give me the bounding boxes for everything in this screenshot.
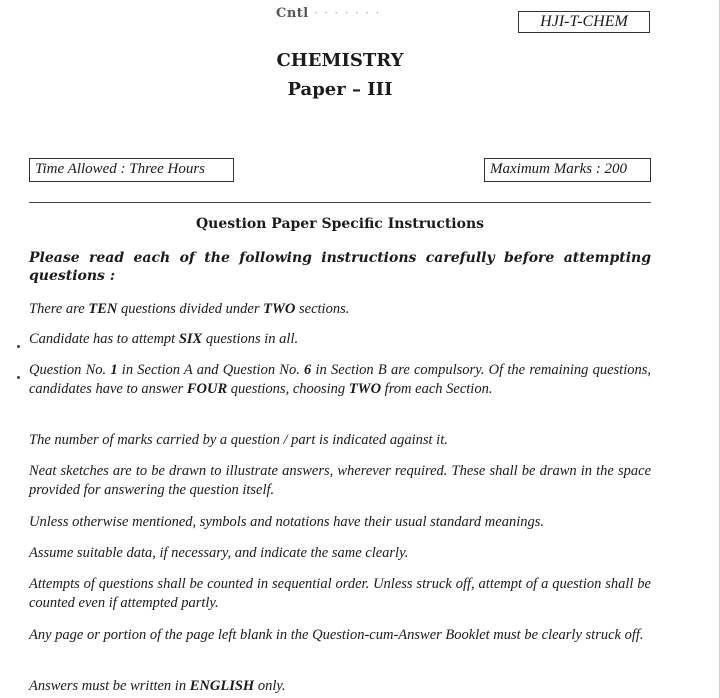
margin-dot: [17, 345, 20, 348]
instruction-text: There are: [29, 301, 89, 317]
instruction-item: [29, 462, 651, 500]
instructions-lead: Please read each of the following instructions carefully before attempting questions :: [29, 250, 651, 284]
instruction-item: [29, 677, 651, 696]
instruction-emphasis: SIX: [178, 331, 203, 347]
maximum-marks: Maximum Marks : 200: [490, 161, 628, 177]
instruction-item: [29, 431, 651, 450]
instruction-text: from each Section.: [381, 381, 493, 397]
subject-title: CHEMISTRY: [276, 50, 404, 71]
instruction-text: questions divided under: [117, 301, 264, 317]
header-mark-faded: · · · · · · ·: [313, 6, 381, 21]
instruction-item: [29, 513, 651, 532]
instruction-item: [29, 544, 651, 563]
paper-code-box: [518, 11, 650, 33]
instruction-text: only.: [254, 678, 286, 694]
instruction-item: [29, 361, 651, 399]
instruction-text: in Section B are compulsory. Of the remaining questions, candidates have to answer: [29, 362, 652, 397]
instruction-text: questions in all.: [202, 331, 299, 347]
paper-title: Paper – III: [287, 79, 393, 100]
instruction-text: questions, choosing: [227, 381, 349, 397]
instructions-heading: Question Paper Specific Instructions: [195, 216, 485, 232]
instruction-text: Any page or portion of the page left blank in the Question-cum-Answer Booklet must be clearly struck off.: [29, 627, 644, 643]
instruction-emphasis: FOUR: [186, 381, 228, 397]
instruction-item: [29, 300, 651, 319]
margin-dot: [17, 376, 20, 379]
instruction-item: [29, 626, 651, 645]
header-mark: [276, 6, 381, 21]
time-allowed-box: [29, 158, 234, 182]
instruction-emphasis: 6: [304, 362, 312, 378]
instruction-text: sections.: [295, 301, 350, 317]
instruction-emphasis: 1: [110, 362, 118, 378]
header-mark-text: Cntl: [276, 6, 309, 21]
instruction-text: in Section A and Question No.: [117, 362, 305, 378]
instruction-text: Neat sketches are to be drawn to illustrate answers, wherever required. These shall be drawn in the space provided for answering the question itself.: [29, 463, 651, 498]
maximum-marks-box: [484, 158, 651, 182]
time-allowed: Time Allowed : Three Hours: [35, 161, 206, 177]
instruction-text: Assume suitable data, if necessary, and indicate the same clearly.: [29, 545, 409, 561]
instruction-text: Answers must be written in: [29, 678, 190, 694]
instruction-text: Unless otherwise mentioned, symbols and notations have their usual standard meanings.: [29, 514, 544, 530]
instruction-item: [29, 575, 651, 613]
instruction-text: The number of marks carried by a question / part is indicated against it.: [29, 432, 448, 448]
instruction-emphasis: TWO: [348, 381, 382, 397]
instruction-item: [29, 330, 651, 349]
instruction-text: Question No.: [29, 362, 111, 378]
instruction-emphasis: TWO: [263, 301, 296, 317]
paper-code: HJI-T-CHEM: [540, 13, 628, 30]
instruction-text: Candidate has to attempt: [29, 331, 179, 347]
instruction-emphasis: ENGLISH: [189, 678, 255, 694]
instruction-emphasis: TEN: [88, 301, 118, 317]
divider-rule: [29, 202, 651, 203]
instruction-text: Attempts of questions shall be counted in sequential order. Unless struck off, attempt of a question shall be counted even if attempted partly.: [29, 576, 651, 611]
